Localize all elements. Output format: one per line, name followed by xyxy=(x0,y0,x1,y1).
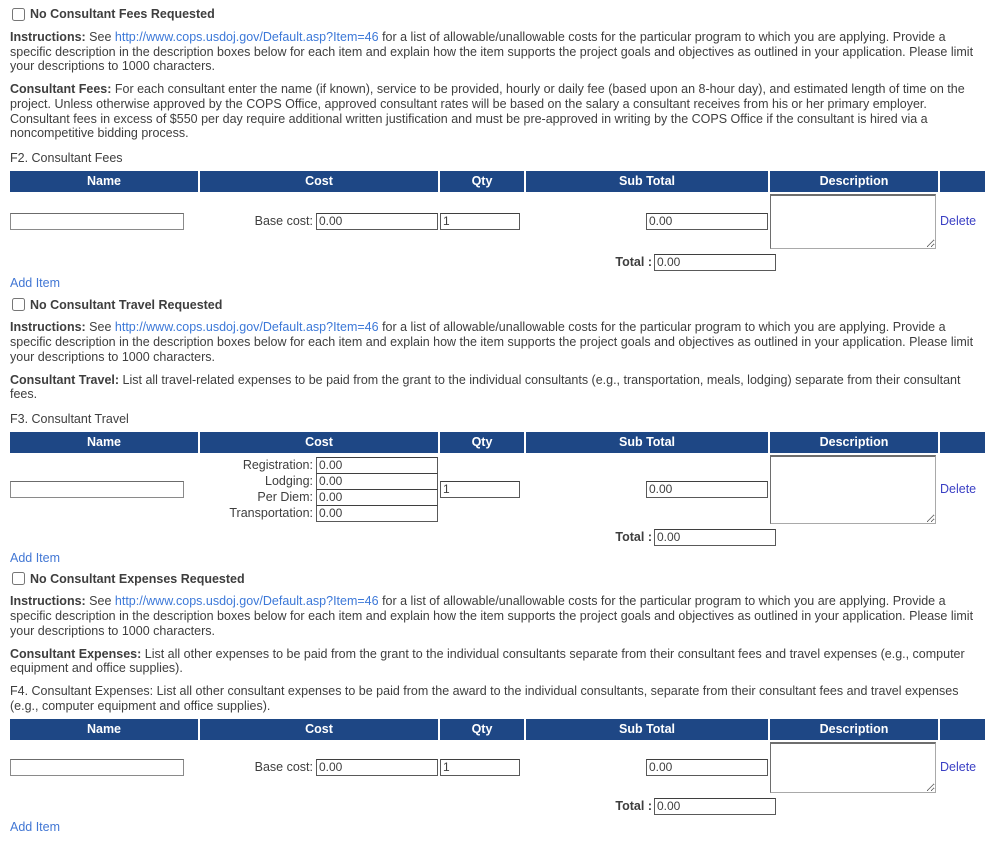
instructions-pre-text: See xyxy=(85,320,115,335)
fees-item-row xyxy=(10,194,985,249)
fees-header-row xyxy=(10,171,985,192)
expenses-total-input[interactable] xyxy=(654,798,776,815)
cops-url-link[interactable]: http://www.cops.usdoj.gov/Default.asp?Item=46 xyxy=(114,594,379,609)
col-header-actions xyxy=(940,171,985,192)
consultant-fees-section xyxy=(10,7,990,295)
travel-header-row xyxy=(10,432,985,453)
fees-lead: Consultant Fees: xyxy=(10,82,112,96)
no-consultant-fees-label: No Consultant Fees Requested xyxy=(30,7,215,21)
expenses-qty-input[interactable] xyxy=(440,759,520,776)
fees-description-textarea[interactable] xyxy=(770,194,936,249)
registration-label: Registration: xyxy=(242,457,313,472)
col-header-qty: Qty xyxy=(440,171,524,192)
travel-add-item-link[interactable]: Add Item xyxy=(10,550,61,565)
instructions-post-text: for a list of allowable/unallowable costs for the particular program to which you are applying. Provide a specific description in the description boxes below for each item and explain how the item supports the project goals and objectives as outlined in your application. Please limit your descriptions to 1000 characters. xyxy=(10,320,974,364)
travel-description-paragraph xyxy=(10,373,990,403)
col-header-cost: Cost xyxy=(200,432,438,453)
expenses-table xyxy=(8,717,987,795)
consultant-expenses-section xyxy=(10,572,990,839)
col-header-actions xyxy=(940,719,985,740)
cops-url-link[interactable]: http://www.cops.usdoj.gov/Default.asp?Item=46 xyxy=(114,320,379,335)
col-header-cost: Cost xyxy=(200,171,438,192)
fees-table xyxy=(8,169,987,251)
instructions-pre-text: See xyxy=(85,594,115,609)
travel-per-diem-input[interactable] xyxy=(316,489,438,506)
no-consultant-travel-label: No Consultant Travel Requested xyxy=(30,297,223,312)
expenses-table-caption: F4. Consultant Expenses: List all other consultant expenses to be paid from the award to the individual consultants, separate from their consultant fees and travel expenses (e.g., computer equipment and office supplies). xyxy=(10,684,959,713)
travel-transportation-input[interactable] xyxy=(316,505,438,522)
col-header-description: Description xyxy=(770,432,938,453)
col-header-qty: Qty xyxy=(440,432,524,453)
expenses-instructions-paragraph xyxy=(10,594,990,638)
col-header-subtotal: Sub Total xyxy=(526,171,768,192)
fees-total-label: Total : xyxy=(615,254,652,269)
base-cost-label: Base cost: xyxy=(254,213,313,228)
col-header-description: Description xyxy=(770,719,938,740)
expenses-item-row xyxy=(10,742,985,793)
col-header-subtotal: Sub Total xyxy=(526,432,768,453)
col-header-qty: Qty xyxy=(440,719,524,740)
fees-base-cost-input[interactable] xyxy=(316,213,438,230)
expenses-description-textarea[interactable] xyxy=(770,742,936,793)
no-consultant-fees-row xyxy=(12,7,990,22)
travel-lead: Consultant Travel: xyxy=(10,372,120,387)
expenses-lead: Consultant Expenses: xyxy=(10,646,142,661)
fees-total-input[interactable] xyxy=(654,254,776,271)
col-header-description: Description xyxy=(770,171,938,192)
expenses-subtotal-input[interactable] xyxy=(646,759,768,776)
col-header-name: Name xyxy=(10,171,198,192)
fees-description-text: For each consultant enter the name (if known), service to be provided, hourly or daily fee (based upon an 8-hour day), and estimated length of time on the project. Unless otherwise approved by the COPS Office, approved consultant rates will be based on the salary a consultant receives from his or her primary employer. Consultant fees in excess of $550 per day require additional written justification and must be pre-approved in writing by the COPS Office if the consultant is hired via a noncompetitive bidding process. xyxy=(10,82,965,141)
col-header-actions xyxy=(940,432,985,453)
travel-delete-link[interactable]: Delete xyxy=(940,481,977,496)
expenses-total-row xyxy=(10,798,776,815)
consultant-travel-section xyxy=(10,298,990,570)
transportation-label: Transportation: xyxy=(229,506,313,521)
travel-description-textarea[interactable] xyxy=(770,455,936,524)
col-header-name: Name xyxy=(10,432,198,453)
travel-total-input[interactable] xyxy=(654,529,776,546)
instructions-lead: Instructions: xyxy=(10,594,86,609)
expenses-name-input[interactable] xyxy=(10,759,184,776)
fees-instructions-paragraph xyxy=(10,30,990,74)
no-consultant-expenses-label: No Consultant Expenses Requested xyxy=(30,571,245,586)
fees-total-row xyxy=(10,254,776,271)
instructions-lead: Instructions: xyxy=(10,29,86,44)
col-header-name: Name xyxy=(10,719,198,740)
col-header-cost: Cost xyxy=(200,719,438,740)
travel-name-input[interactable] xyxy=(10,481,184,498)
cops-url-link[interactable]: http://www.cops.usdoj.gov/Default.asp?Item=46 xyxy=(114,29,379,44)
fees-qty-input[interactable] xyxy=(440,213,520,230)
fees-name-input[interactable] xyxy=(10,213,184,230)
per-diem-label: Per Diem: xyxy=(257,490,313,505)
no-consultant-expenses-row xyxy=(12,572,990,587)
fees-description-paragraph xyxy=(10,82,990,141)
instructions-pre-text: See xyxy=(85,29,115,44)
travel-qty-input[interactable] xyxy=(440,481,520,498)
fees-subtotal-input[interactable] xyxy=(646,213,768,230)
expenses-base-cost-input[interactable] xyxy=(316,759,438,776)
expenses-delete-link[interactable]: Delete xyxy=(940,759,977,774)
expenses-header-row xyxy=(10,719,985,740)
expenses-add-item-link[interactable]: Add Item xyxy=(10,819,61,834)
travel-description-text: List all travel-related expenses to be paid from the grant to the individual consultants (e.g., transportation, meals, lodging) separate from their consultant fees. xyxy=(10,372,961,402)
travel-total-row xyxy=(10,529,776,546)
travel-table-caption: F3. Consultant Travel xyxy=(10,412,129,426)
travel-subtotal-input[interactable] xyxy=(646,481,768,498)
travel-total-label: Total : xyxy=(615,529,652,544)
travel-lodging-input[interactable] xyxy=(316,473,438,490)
no-consultant-fees-checkbox[interactable] xyxy=(12,8,25,21)
base-cost-label: Base cost: xyxy=(254,759,313,774)
expenses-description-paragraph xyxy=(10,647,990,677)
no-consultant-travel-checkbox[interactable] xyxy=(12,298,25,311)
col-header-subtotal: Sub Total xyxy=(526,719,768,740)
instructions-post-text: for a list of allowable/unallowable costs for the particular program to which you are applying. Provide a specific description in the description boxes below for each item and explain how the item supports the project goals and objectives as outlined in your application. Please limit your descriptions to 1000 characters. xyxy=(10,29,974,74)
travel-table xyxy=(8,430,987,526)
travel-item-row xyxy=(10,455,985,524)
travel-registration-input[interactable] xyxy=(316,457,438,474)
instructions-post-text: for a list of allowable/unallowable costs for the particular program to which you are applying. Provide a specific description in the description boxes below for each item and explain how the item supports the project goals and objectives as outlined in your application. Please limit your descriptions to 1000 characters. xyxy=(10,594,974,638)
instructions-lead: Instructions: xyxy=(10,320,86,335)
no-consultant-expenses-checkbox[interactable] xyxy=(12,572,25,585)
lodging-label: Lodging: xyxy=(265,474,313,489)
fees-table-caption: F2. Consultant Fees xyxy=(10,151,123,165)
fees-add-item-link[interactable]: Add Item xyxy=(10,275,61,290)
expenses-total-label: Total : xyxy=(615,798,652,813)
expenses-description-text: List all other expenses to be paid from the grant to the individual consultants separate from their consultant fees and travel expenses (e.g., computer equipment and office supplies). xyxy=(10,646,965,676)
travel-instructions-paragraph xyxy=(10,320,990,364)
no-consultant-travel-row xyxy=(12,298,990,313)
fees-delete-link[interactable]: Delete xyxy=(940,213,977,228)
